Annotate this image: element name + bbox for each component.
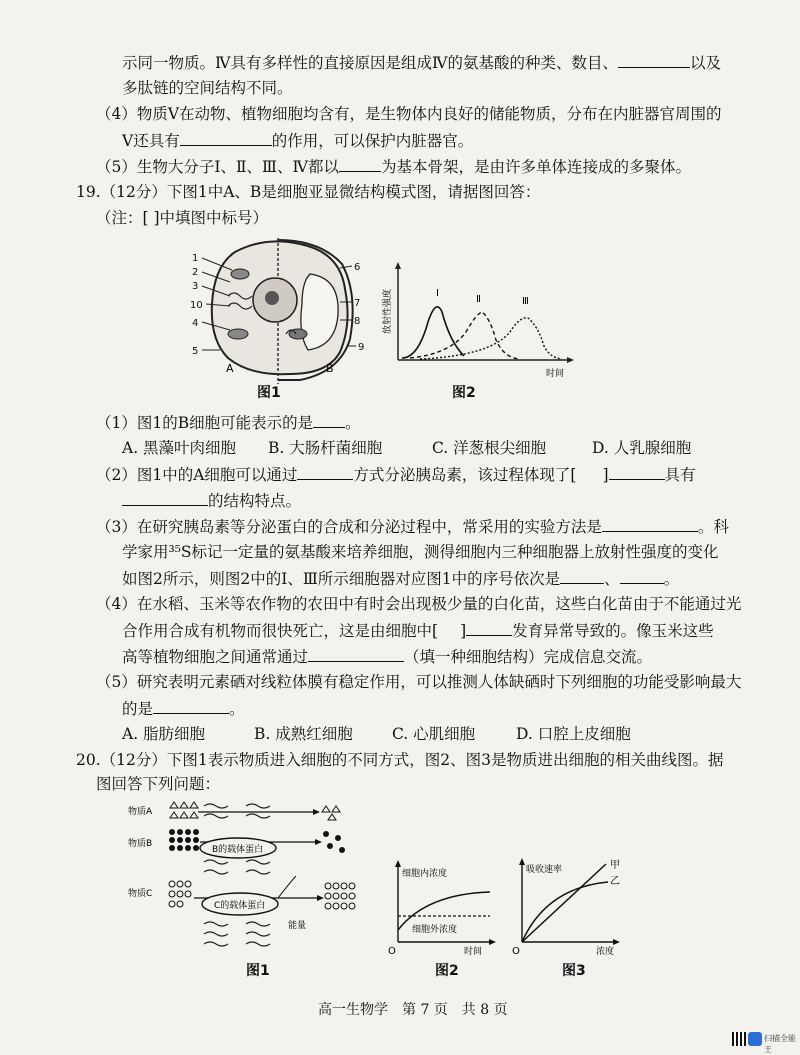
- fig1-caption: 图1: [257, 385, 281, 401]
- q20-fig2-caption: 图2: [435, 963, 459, 979]
- curve-yi: [522, 882, 608, 942]
- uptake-rate-chart: [510, 856, 634, 956]
- q18-p4-line1: （4）物质Ⅴ在动物、植物细胞均含有，是生物体内良好的储能物质，分布在内脏器官周围的: [96, 105, 722, 123]
- energy-label: 能量: [288, 921, 307, 931]
- curve-yi-label: 乙: [610, 876, 620, 887]
- number-label: 5: [192, 346, 199, 357]
- q19-2-line1: （2）图1中的A细胞可以通过 方式分泌胰岛素，该过程体现了[ ] 具有: [96, 466, 696, 484]
- phospholipid-bilayer: [204, 804, 270, 946]
- number-label: 8: [354, 316, 361, 327]
- page-footer: 高一生物学 第 7 页 共 8 页: [318, 1002, 508, 1018]
- option-a[interactable]: A. 脂肪细胞: [122, 725, 206, 743]
- q19-4-line3: 高等植物细胞之间通常通过 （填一种细胞结构）完成信息交流。: [122, 648, 653, 666]
- q19-header: 19.（12分）下图1中A、B是细胞亚显微结构模式图，请据图回答：: [76, 183, 541, 201]
- cell-structure-figure: [190, 234, 370, 400]
- q19-5-line1: （5）研究表明元素硒对线粒体膜有稳定作用，可以推测人体缺硒时下列细胞的功能受影响最大: [96, 673, 742, 691]
- outer-concentration-label: 细胞外浓度: [412, 925, 458, 935]
- curve-label-3: Ⅲ: [522, 296, 529, 307]
- option-b[interactable]: B. 成熟红细胞: [254, 725, 353, 743]
- mitochondrion: [231, 269, 249, 279]
- scanner-app-icon: [748, 1032, 762, 1046]
- substance-c-label: 物质C: [128, 889, 153, 899]
- q19-5-line2: 的是 。: [122, 700, 245, 718]
- x-axis-label: 时间: [546, 369, 565, 379]
- qr-code-icon: [732, 1032, 746, 1046]
- q20-fig1-caption: 图1: [246, 963, 270, 979]
- number-label: 4: [192, 318, 199, 329]
- membrane-transport-figure: [128, 800, 378, 970]
- q18-line2: 多肽链的空间结构不同。: [122, 79, 293, 97]
- curve-1: [402, 307, 464, 358]
- y-axis-label: 吸收速率: [526, 865, 563, 875]
- energy-arrow: [278, 876, 296, 898]
- answer-blank[interactable]: [313, 412, 345, 428]
- q19-4-line1: （4）在水稻、玉米等农作物的农田中有时会出现极少量的白化苗，这些白化苗由于不能通过光: [96, 595, 742, 613]
- number-label: 10: [190, 300, 203, 311]
- carrier-c-label: C的载体蛋白: [214, 901, 266, 911]
- inner-concentration-label: 细胞内浓度: [402, 869, 448, 879]
- origin-label: O: [388, 946, 396, 957]
- q19-1: （1）图1的B细胞可能表示的是 。: [96, 414, 361, 432]
- answer-blank[interactable]: [297, 464, 353, 480]
- answer-blank[interactable]: [339, 156, 381, 172]
- option-b[interactable]: B. 大肠杆菌细胞: [268, 439, 383, 457]
- cell-b-label: B: [326, 362, 334, 375]
- q19-3-line3: 如图2所示，则图2中的Ⅰ、Ⅲ所示细胞器对应图1中的序号依次是 、 。: [122, 570, 680, 588]
- number-label: 1: [192, 253, 199, 264]
- curve-label-1: Ⅰ: [436, 288, 439, 299]
- x-axis-label: 浓度: [596, 947, 615, 956]
- q18-p5: （5）生物大分子Ⅰ、Ⅱ、Ⅲ、Ⅳ都以 为基本骨架，是由许多单体连接成的多聚体。: [96, 158, 691, 176]
- q19-note: （注：[ ]中填图中标号）: [96, 209, 269, 227]
- curve-3: [420, 318, 562, 359]
- fig2-caption: 图2: [452, 385, 476, 401]
- answer-blank[interactable]: [308, 646, 404, 662]
- y-axis-arrow: [395, 262, 401, 269]
- q19-5-options: [122, 724, 631, 744]
- answer-blank[interactable]: [466, 620, 512, 636]
- q19-4-line2: 合作用合成有机物而很快死亡，这是由细胞中[ ] 发育异常导致的。像玉米这些: [122, 622, 714, 640]
- number-label: 2: [192, 267, 199, 278]
- substance-a-label: 物质A: [128, 807, 153, 817]
- curve-2: [410, 312, 520, 359]
- x-axis-label: 时间: [464, 947, 483, 957]
- watermark-text: 扫描全能王: [764, 1034, 796, 1054]
- y-axis-label: 放射性强度: [383, 288, 393, 334]
- q19-2-line2: 的结构特点。: [122, 490, 301, 511]
- number-label: 9: [358, 342, 365, 353]
- q20-header2: 图回答下列问题：: [96, 775, 221, 793]
- number-label: 7: [354, 298, 361, 309]
- option-d[interactable]: D. 口腔上皮细胞: [516, 725, 631, 743]
- answer-blank[interactable]: [609, 464, 665, 480]
- curve-label-2: Ⅱ: [476, 294, 481, 305]
- q20-fig3-caption: 图3: [562, 963, 586, 979]
- q18-p4-line2: Ⅴ还具有 的作用，可以保护内脏器官。: [122, 132, 474, 150]
- option-c[interactable]: C. 洋葱根尖细胞: [432, 439, 547, 457]
- concentration-time-chart: [386, 858, 498, 958]
- carrier-b-label: B的载体蛋白: [212, 845, 264, 855]
- q19-3-line2: 学家用³⁵S标记一定量的氨基酸来培养细胞，测得细胞内三种细胞器上放射性强度的变化: [122, 543, 719, 561]
- x-axis-arrow: [567, 357, 574, 363]
- cell-a-label: A: [226, 362, 234, 375]
- curve-jia: [522, 864, 606, 942]
- mitochondrion: [228, 329, 248, 339]
- q18-line1: 示同一物质。Ⅳ具有多样性的直接原因是组成Ⅳ的氨基酸的种类、数目、 以及: [122, 54, 721, 72]
- radioactivity-chart: [380, 262, 580, 382]
- q19-3-line1: （3）在研究胰岛素等分泌蛋白的合成和分泌过程中，常采用的实验方法是 。科: [96, 518, 729, 536]
- q19-1-options: [122, 438, 691, 458]
- option-c[interactable]: C. 心肌细胞: [392, 725, 476, 743]
- answer-blank[interactable]: [620, 568, 664, 584]
- answer-blank[interactable]: [560, 568, 604, 584]
- origin-label: O: [512, 946, 520, 956]
- answer-blank[interactable]: [153, 698, 229, 714]
- answer-blank[interactable]: [602, 516, 698, 532]
- number-label: 6: [354, 262, 361, 273]
- q20-header: 20.（12分）下图1表示物质进入细胞的不同方式，图2、图3是物质进出细胞的相关曲线图。据: [76, 751, 724, 769]
- answer-blank[interactable]: [122, 490, 208, 506]
- nucleolus: [265, 291, 279, 305]
- number-label: 3: [192, 281, 199, 292]
- option-d[interactable]: D. 人乳腺细胞: [592, 439, 692, 457]
- option-a[interactable]: A. 黑藻叶肉细胞: [122, 439, 237, 457]
- curve-jia-label: 甲: [610, 860, 620, 871]
- answer-blank[interactable]: [618, 52, 690, 68]
- substance-b-label: 物质B: [128, 839, 153, 849]
- answer-blank[interactable]: [180, 130, 272, 146]
